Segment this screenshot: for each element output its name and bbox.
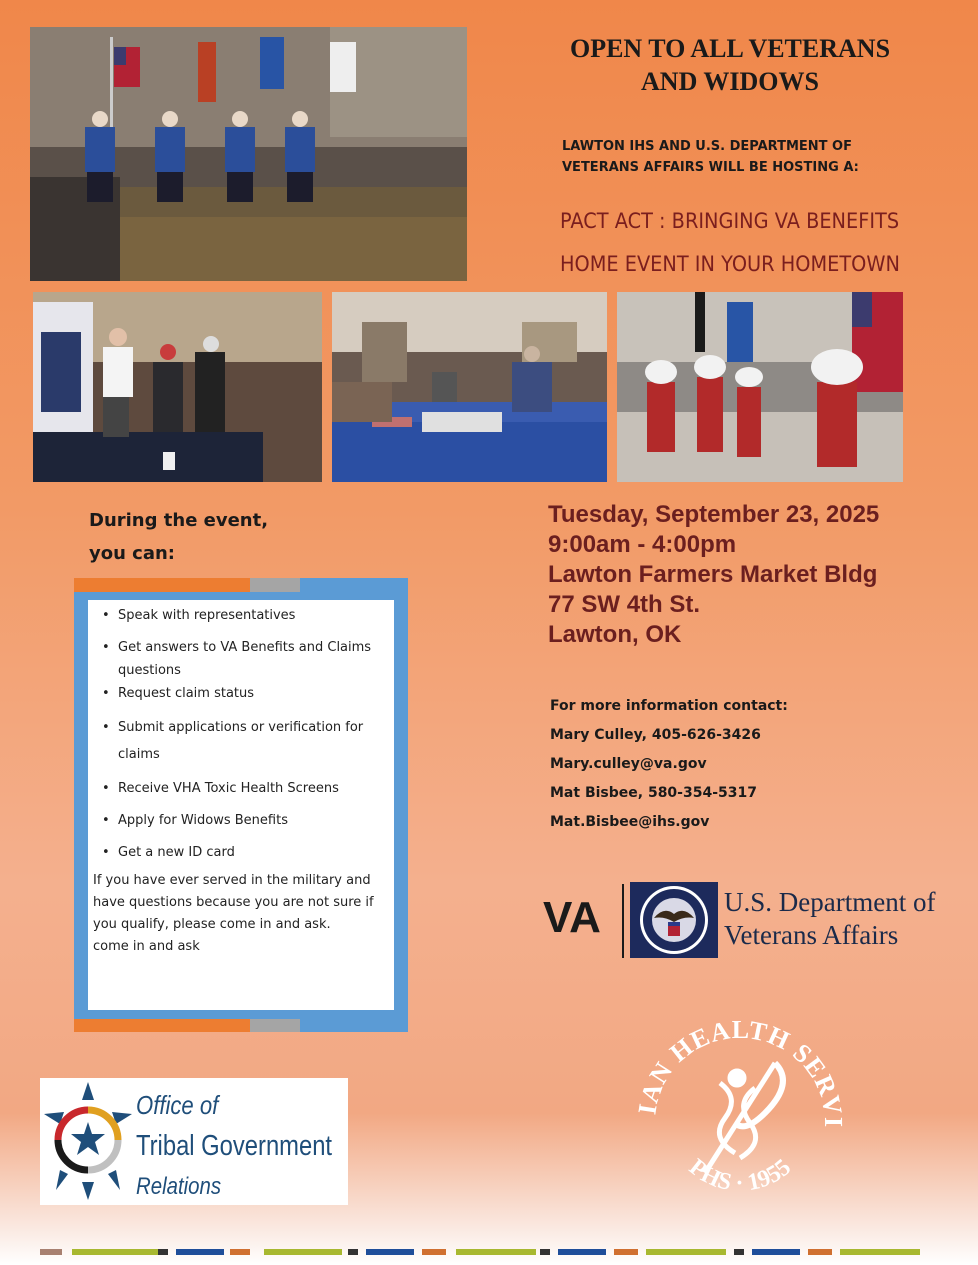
svg-text:PHS · 1955 [684, 1154, 796, 1196]
dancers-photo [617, 292, 903, 482]
list-item: • Receive VHA Toxic Health Screens [100, 777, 390, 800]
color-guard-photo [30, 27, 467, 281]
va-divider [622, 884, 624, 958]
note-line-4: come in and ask [93, 939, 200, 954]
ihs-seal [625, 1003, 855, 1213]
otgr-line-2: Tribal Government [136, 1130, 333, 1162]
va-department-name [724, 886, 935, 952]
list-item: • Get a new ID card [100, 841, 390, 864]
during-heading [89, 504, 389, 570]
otgr-line-1: Office of [136, 1090, 219, 1120]
headline [520, 32, 940, 98]
va-seal-icon [630, 882, 718, 958]
list-item: • Get answers to VA Benefits and Claims questions [100, 636, 390, 682]
list-item: • Speak with representatives [100, 604, 390, 627]
otgr-logo [40, 1078, 348, 1205]
event-date: Tuesday, September 23, 2025 [548, 501, 880, 528]
hosting-line-2: VETERANS AFFAIRS WILL BE HOSTING A: [562, 160, 859, 175]
note-line-3: you qualify, please come in and ask. [93, 917, 331, 932]
event-name-line-1: PACT ACT : BRINGING VA BENEFITS [560, 209, 900, 233]
va-dept-line-1: U.S. Department of [724, 887, 936, 917]
event-time: 9:00am - 4:00pm [548, 531, 737, 558]
contact-email-1[interactable]: Mary.culley@va.gov [550, 756, 707, 772]
otgr-line-3: Relations [136, 1173, 222, 1200]
ihs-top-text: IAN HEALTH SERVI [632, 1014, 849, 1129]
contact-heading: For more information contact: [550, 698, 788, 714]
during-line-1: During the event, [89, 510, 269, 531]
event-booth-photo [33, 292, 322, 482]
eligibility-note [93, 870, 383, 958]
headline-line-1: OPEN TO ALL VETERANS [569, 34, 891, 63]
contact-email-2[interactable]: Mat.Bisbee@ihs.gov [550, 814, 710, 830]
footer-stripe [40, 1242, 920, 1248]
activities-list [100, 604, 390, 873]
event-city: Lawton, OK [548, 621, 682, 648]
contact-person-2: Mat Bisbee, 580-354-5317 [550, 785, 757, 801]
note-line-1: If you have ever served in the military and [93, 873, 371, 888]
ihs-bottom-text: PHS · 1955 [684, 1154, 796, 1197]
activities-box-bottom-stripe [74, 1019, 408, 1032]
event-name-line-2: HOME EVENT IN YOUR HOMETOWN [560, 252, 900, 276]
va-abbr: VA [543, 893, 601, 942]
activities-box-top-stripe [74, 578, 408, 592]
hosting-text [562, 136, 942, 178]
event-name [560, 200, 928, 286]
svg-text:INDIAN HEALTH SERVICE [625, 1003, 848, 1128]
headline-line-2: AND WIDOWS [641, 67, 819, 96]
contact-info [550, 692, 930, 837]
va-dept-line-2: Veterans Affairs [724, 920, 899, 950]
during-line-2: you can: [89, 543, 176, 564]
list-item: • Submit applications or verification for claims [100, 714, 390, 768]
list-item: • Apply for Widows Benefits [100, 809, 390, 832]
activities-box [88, 600, 394, 1010]
list-item: • Request claim status [100, 682, 390, 705]
note-line-2: have questions because you are not sure if [93, 895, 374, 910]
contact-person-1: Mary Culley, 405-626-3426 [550, 727, 761, 743]
event-tables-photo [332, 292, 607, 482]
hosting-line-1: LAWTON IHS AND U.S. DEPARTMENT OF [562, 139, 852, 154]
caduceus-feather-icon [705, 1063, 783, 1173]
event-details [548, 500, 968, 650]
event-street: 77 SW 4th St. [548, 591, 701, 618]
event-venue: Lawton Farmers Market Bldg [548, 561, 878, 588]
star-circle-icon [42, 1080, 134, 1202]
